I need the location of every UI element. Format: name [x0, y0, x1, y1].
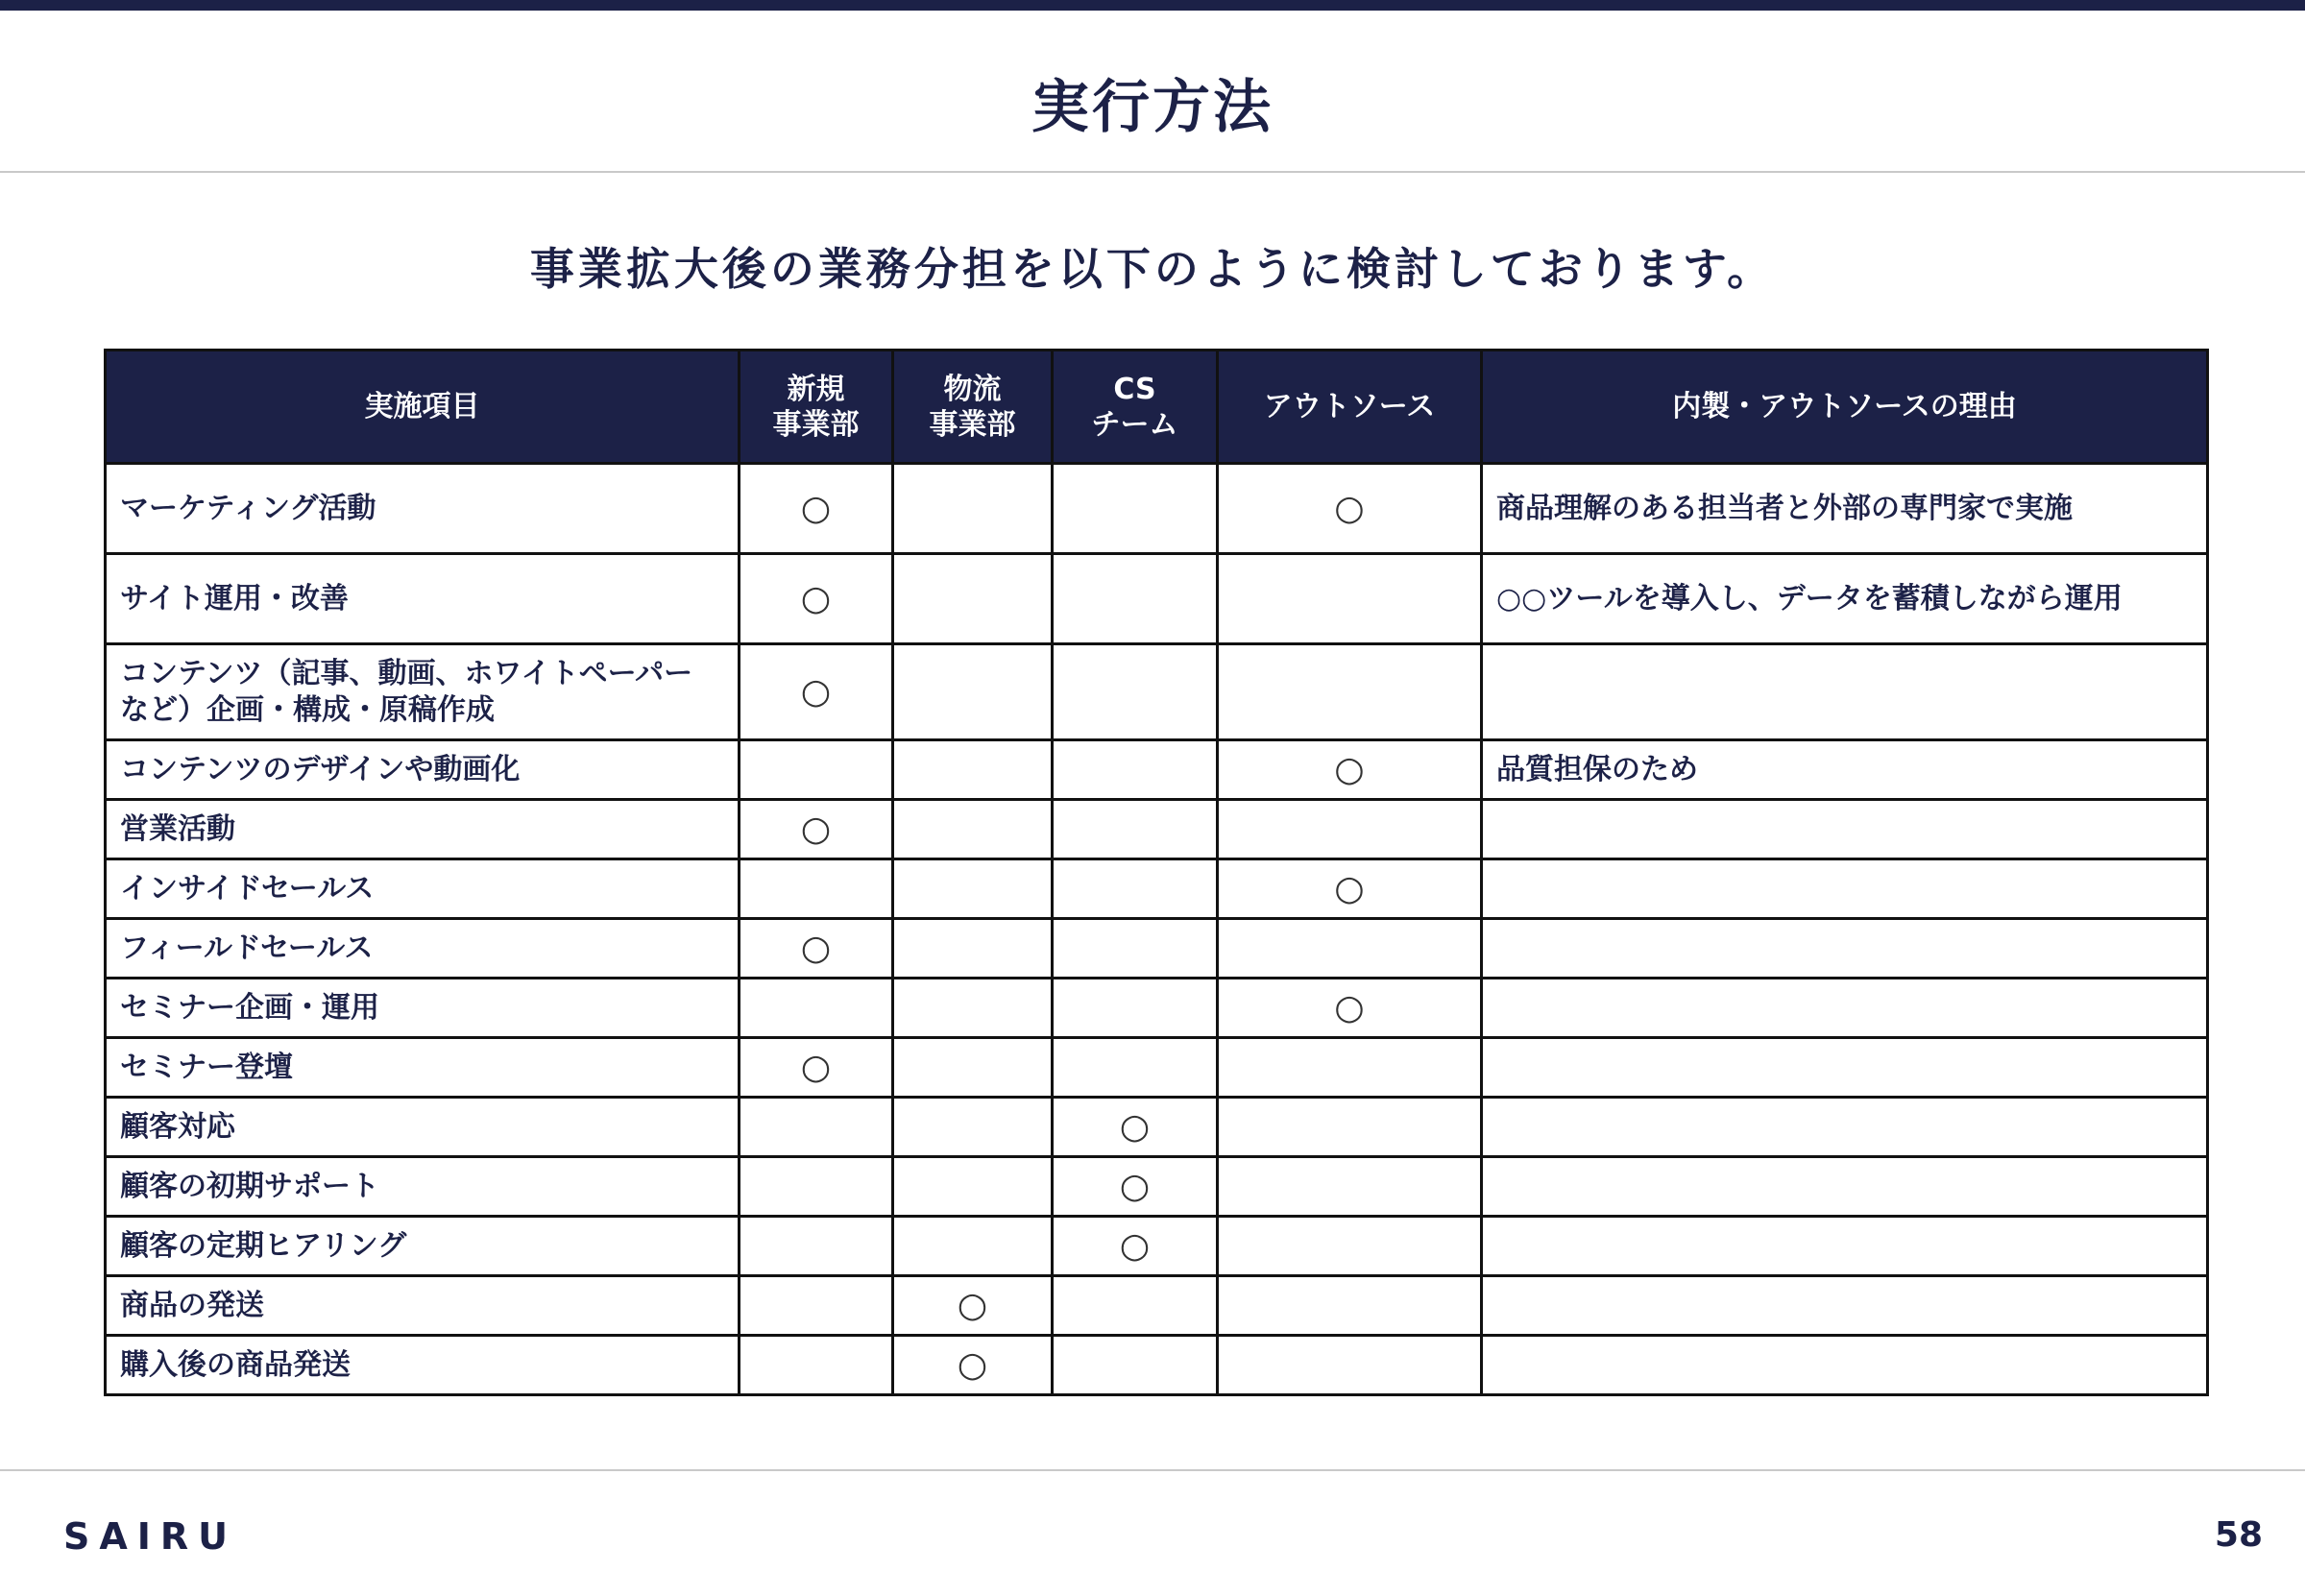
cell-outsource: [1218, 1217, 1482, 1276]
header-logistics-line-2: 事業部: [929, 407, 1016, 442]
cell-new-biz: [740, 979, 893, 1038]
cell-cs: [1053, 554, 1218, 644]
cell-outsource: [1218, 800, 1482, 859]
task-allocation-table: [104, 349, 2209, 1396]
table-row: [106, 800, 2208, 859]
header-reason: [1482, 351, 2208, 464]
cell-item-line: コンテンツのデザインや動画化: [120, 752, 521, 786]
cell-item-line: コンテンツ（記事、動画、ホワイトペーパー: [120, 656, 693, 690]
header-cs-line-1: CS: [1113, 372, 1156, 406]
cell-item: [106, 644, 740, 740]
cell-logistics: ○: [893, 1276, 1053, 1336]
cell-logistics: [893, 554, 1053, 644]
task-allocation-table-wrapper: [104, 349, 2206, 1396]
cell-outsource: [1218, 1098, 1482, 1157]
cell-outsource: [1218, 1276, 1482, 1336]
cell-cs: ○: [1053, 1217, 1218, 1276]
cell-item-line: 商品の発送: [120, 1288, 264, 1322]
cell-cs: [1053, 919, 1218, 979]
cell-cs: [1053, 644, 1218, 740]
cell-outsource: [1218, 554, 1482, 644]
cell-item-line: 顧客の初期サポート: [120, 1169, 379, 1203]
table-row: [106, 1157, 2208, 1217]
cell-new-biz: ○: [740, 800, 893, 859]
table-body: [106, 464, 2208, 1395]
header-new-business-line-2: 事業部: [772, 407, 860, 442]
cell-logistics: [893, 464, 1053, 554]
cell-item-line: サイト運用・改善: [120, 581, 349, 616]
cell-outsource: ○: [1218, 464, 1482, 554]
cell-reason: [1482, 800, 2208, 859]
cell-cs: [1053, 859, 1218, 919]
cell-item: [106, 979, 740, 1038]
cell-item-line: 購入後の商品発送: [120, 1347, 351, 1382]
table-row: [106, 979, 2208, 1038]
cell-reason: 品質担保のため: [1482, 740, 2208, 800]
table-row: [106, 1336, 2208, 1395]
cell-item-line: 営業活動: [120, 811, 235, 846]
cell-cs: [1053, 800, 1218, 859]
cell-reason: [1482, 644, 2208, 740]
table-row: [106, 644, 2208, 740]
cell-reason: [1482, 859, 2208, 919]
cell-outsource: [1218, 1336, 1482, 1395]
cell-item-line: フィールドセールス: [120, 931, 374, 965]
cell-new-biz: ○: [740, 464, 893, 554]
cell-item: [106, 1157, 740, 1217]
slide-subtitle: 事業拡大後の業務分担を以下のように検討しております。: [529, 243, 1776, 295]
cell-reason: [1482, 1217, 2208, 1276]
cell-logistics: [893, 644, 1053, 740]
cell-item: [106, 800, 740, 859]
cell-item-line: 顧客の定期ヒアリング: [120, 1228, 407, 1263]
cell-outsource: [1218, 644, 1482, 740]
table-header-row: [106, 351, 2208, 464]
cell-item-line: など）企画・構成・原稿作成: [120, 692, 495, 727]
header-cs-team: [1053, 351, 1218, 464]
cell-item: [106, 1217, 740, 1276]
cell-item-line: 顧客対応: [120, 1109, 235, 1144]
header-reason-line: 内製・アウトソースの理由: [1672, 390, 2017, 423]
cell-logistics: [893, 1038, 1053, 1098]
cell-item: [106, 1336, 740, 1395]
cell-logistics: [893, 859, 1053, 919]
cell-reason: [1482, 1336, 2208, 1395]
cell-new-biz: [740, 740, 893, 800]
cell-item: [106, 1276, 740, 1336]
cell-cs: [1053, 1276, 1218, 1336]
cell-cs: ○: [1053, 1098, 1218, 1157]
cell-item-line: セミナー企画・運用: [120, 990, 379, 1025]
table-row: [106, 859, 2208, 919]
cell-reason: [1482, 1098, 2208, 1157]
cell-new-biz: [740, 1157, 893, 1217]
table-row: [106, 1038, 2208, 1098]
cell-item-line: インサイドセールス: [120, 871, 375, 906]
table-row: [106, 740, 2208, 800]
cell-logistics: [893, 740, 1053, 800]
cell-new-biz: [740, 1217, 893, 1276]
cell-reason: 商品理解のある担当者と外部の専門家で実施: [1482, 464, 2208, 554]
cell-new-biz: [740, 859, 893, 919]
cell-logistics: [893, 919, 1053, 979]
header-item-line: 実施項目: [364, 390, 480, 423]
cell-outsource: [1218, 1038, 1482, 1098]
header-new-business-line-1: 新規: [787, 372, 845, 406]
cell-logistics: ○: [893, 1336, 1053, 1395]
page-title: 実行方法: [1031, 74, 1274, 141]
header-logistics-dept: [893, 351, 1053, 464]
cell-reason: [1482, 919, 2208, 979]
cell-outsource: ○: [1218, 859, 1482, 919]
header-outsource-line: アウトソース: [1263, 390, 1436, 423]
table-row: [106, 919, 2208, 979]
cell-item: [106, 1038, 740, 1098]
header-outsource: [1218, 351, 1482, 464]
cell-logistics: [893, 979, 1053, 1038]
cell-item-line: マーケティング活動: [120, 491, 376, 525]
header-divider: [0, 171, 2305, 173]
cell-cs: [1053, 1038, 1218, 1098]
header-item: [106, 351, 740, 464]
cell-reason: [1482, 979, 2208, 1038]
footer-divider: [0, 1469, 2305, 1471]
cell-reason: ○○ツールを導入し、データを蓄積しながら運用: [1482, 554, 2208, 644]
cell-item: [106, 1098, 740, 1157]
cell-item: [106, 859, 740, 919]
cell-new-biz: [740, 1276, 893, 1336]
cell-outsource: ○: [1218, 979, 1482, 1038]
cell-outsource: ○: [1218, 740, 1482, 800]
cell-reason: [1482, 1276, 2208, 1336]
table-row: [106, 1098, 2208, 1157]
cell-logistics: [893, 1098, 1053, 1157]
table-row: [106, 1276, 2208, 1336]
cell-outsource: [1218, 919, 1482, 979]
cell-cs: [1053, 979, 1218, 1038]
cell-logistics: [893, 1157, 1053, 1217]
cell-new-biz: ○: [740, 644, 893, 740]
cell-logistics: [893, 800, 1053, 859]
cell-new-biz: ○: [740, 554, 893, 644]
table-row: [106, 554, 2208, 644]
cell-item: [106, 554, 740, 644]
cell-reason: [1482, 1157, 2208, 1217]
cell-new-biz: [740, 1336, 893, 1395]
cell-cs: ○: [1053, 1157, 1218, 1217]
table-row: [106, 1217, 2208, 1276]
company-logo: SAIRU: [63, 1515, 238, 1558]
cell-new-biz: ○: [740, 1038, 893, 1098]
cell-logistics: [893, 1217, 1053, 1276]
cell-cs: [1053, 1336, 1218, 1395]
table-row: [106, 464, 2208, 554]
cell-reason: [1482, 1038, 2208, 1098]
header-new-business-dept: [740, 351, 893, 464]
cell-new-biz: [740, 1098, 893, 1157]
cell-cs: [1053, 740, 1218, 800]
top-accent-bar: [0, 0, 2305, 11]
header-logistics-line-1: 物流: [943, 372, 1002, 406]
cell-outsource: [1218, 1157, 1482, 1217]
page-number: 58: [2214, 1515, 2263, 1555]
cell-new-biz: ○: [740, 919, 893, 979]
cell-item: [106, 919, 740, 979]
cell-item: [106, 464, 740, 554]
cell-cs: [1053, 464, 1218, 554]
cell-item: [106, 740, 740, 800]
cell-item-line: セミナー登壇: [120, 1050, 293, 1084]
header-cs-line-2: チーム: [1091, 407, 1178, 442]
